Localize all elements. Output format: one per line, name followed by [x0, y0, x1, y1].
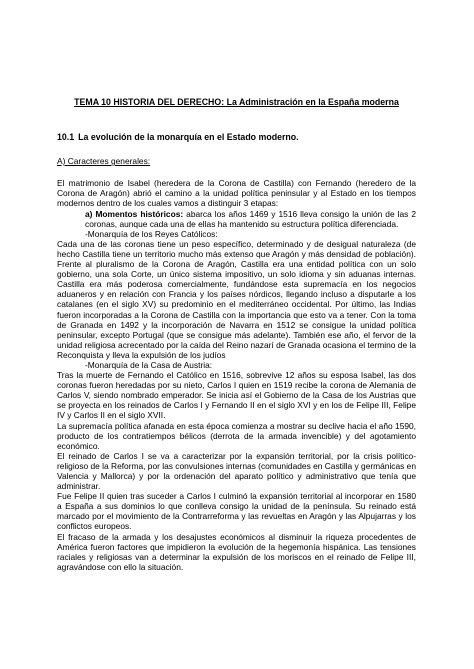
section-heading	[57, 132, 416, 142]
section-number: 10.1	[57, 132, 75, 143]
intro-paragraph: El matrimonio de Isabel (heredera de la Corona de Castilla) con Fernando (heredero de la Corona de Aragón) abrió el camino a la unidad política peninsular y al Estado en los tiempos modernos dentro de los cuales vamos a distinguir 3 etapas:	[57, 178, 416, 209]
section-title: La evolución de la monarquía en el Estado moderno.	[78, 132, 299, 143]
subsection-heading: A) Caracteres generales:	[57, 156, 151, 167]
austria-paragraph: Tras la muerte de Fernando el Católico en 1516, sobrevive 12 años su esposa Isabel, las dos coronas fueron heredadas por su nieto, Carlos I quien en 1519 recibe la corona de Alemania de Carlos V, siendo nombrado emperador. Se inicia así el Gobierno de la Casa de los Austrias que se proyecta en los reinados de Carlos I y Fernando II en el siglo XVI y en los de Felipe III, Felipe IV y Carlos II en el siglo XVII.	[57, 370, 416, 421]
catolicos-paragraph: Cada una de las coronas tiene un peso específico, determinado y de desigual naturaleza (de hecho Castilla tiene un territorio mucho más extenso que Aragón y más densidad de población). Frente al pluralismo de la Corona de Aragón, Castilla era una entidad política con un solo gobierno, una sola Corte, un único sistema impositivo, un solo idioma y sin aduanas internas. Castilla era más poderosa comercialmente, fundándose esta supremacía en los negocios aduaneros y en relación con Francia y los países nórdicos, llegando incluso a disputarle a los catalanes (en el siglo XV) su predominio en el mediterráneo occidental. Por último, las Indias fueron incorporadas a la Corona de Castilla con la importancia que esto va a tener. Con la toma de Granada en 1492 y la incorporación de Navarra en 1512 se consigue la unidad política peninsular, excepto Portugal (que se consigue más adelante). También ese año, el fervor de la unidad religiosa acrecentado por la caída del Reino nazarí de Granada ocasiona el termino de la Reconquista y lleva la expulsión de los judíos	[57, 238, 416, 360]
austria-heading: -Monarquía de la Casa de Austria:	[85, 359, 213, 370]
body-paragraph: El fracaso de la armada y los desajustes económicos al disminuir la riqueza procedentes de América fueron factores que impidieron la evolución de la hegemonía hispánica. Las tensiones raciales y religiosas van a determinar la expulsión de los moriscos en el reinado de Felipe III, agravándose con ello la situación.	[57, 531, 416, 572]
document-title: TEMA 10 HISTORIA DEL DERECHO: La Administración en la España moderna	[74, 97, 399, 107]
body-paragraph: La supremacía política afanada en esta época comienza a mostrar su declive hacia el año 1590, producto de los contratiempos bélicos (derrota de la armada invencible) y del agotamiento económico.	[57, 420, 416, 451]
body-paragraph: El reinado de Carlos I se va a caracterizar por la expansión territorial, por la crisis político-religioso de la Reforma, por las convulsiones internas (comunidades en Castilla y germánicas en Valencia y Mallorca) y por la ordenación del aparato político y administrativo que tenía que administrar.	[57, 450, 416, 492]
catolicos-heading: -Monarquía de los Reyes Católicos:	[85, 228, 218, 239]
moments-paragraph	[57, 209, 416, 229]
moments-label: a) Momentos históricos:	[85, 208, 184, 219]
moments-text: abarca los años 1469 y 1516 lleva consigo la unión de las 2 coronas, aunque cada una de ellas ha mantenido su estructura política diferenciada.	[85, 208, 416, 229]
body-paragraph: Fue Felipe II quien tras suceder a Carlos I culminó la expansión territorial al incorporar en 1580 a España a sus dominios lo que conlleva consigo la unidad de la península. Su reinado está marcado por el movimiento de la Contrarreforma y las revueltas en Aragón y las Alpujarras y los conflictos europeos.	[57, 491, 416, 532]
